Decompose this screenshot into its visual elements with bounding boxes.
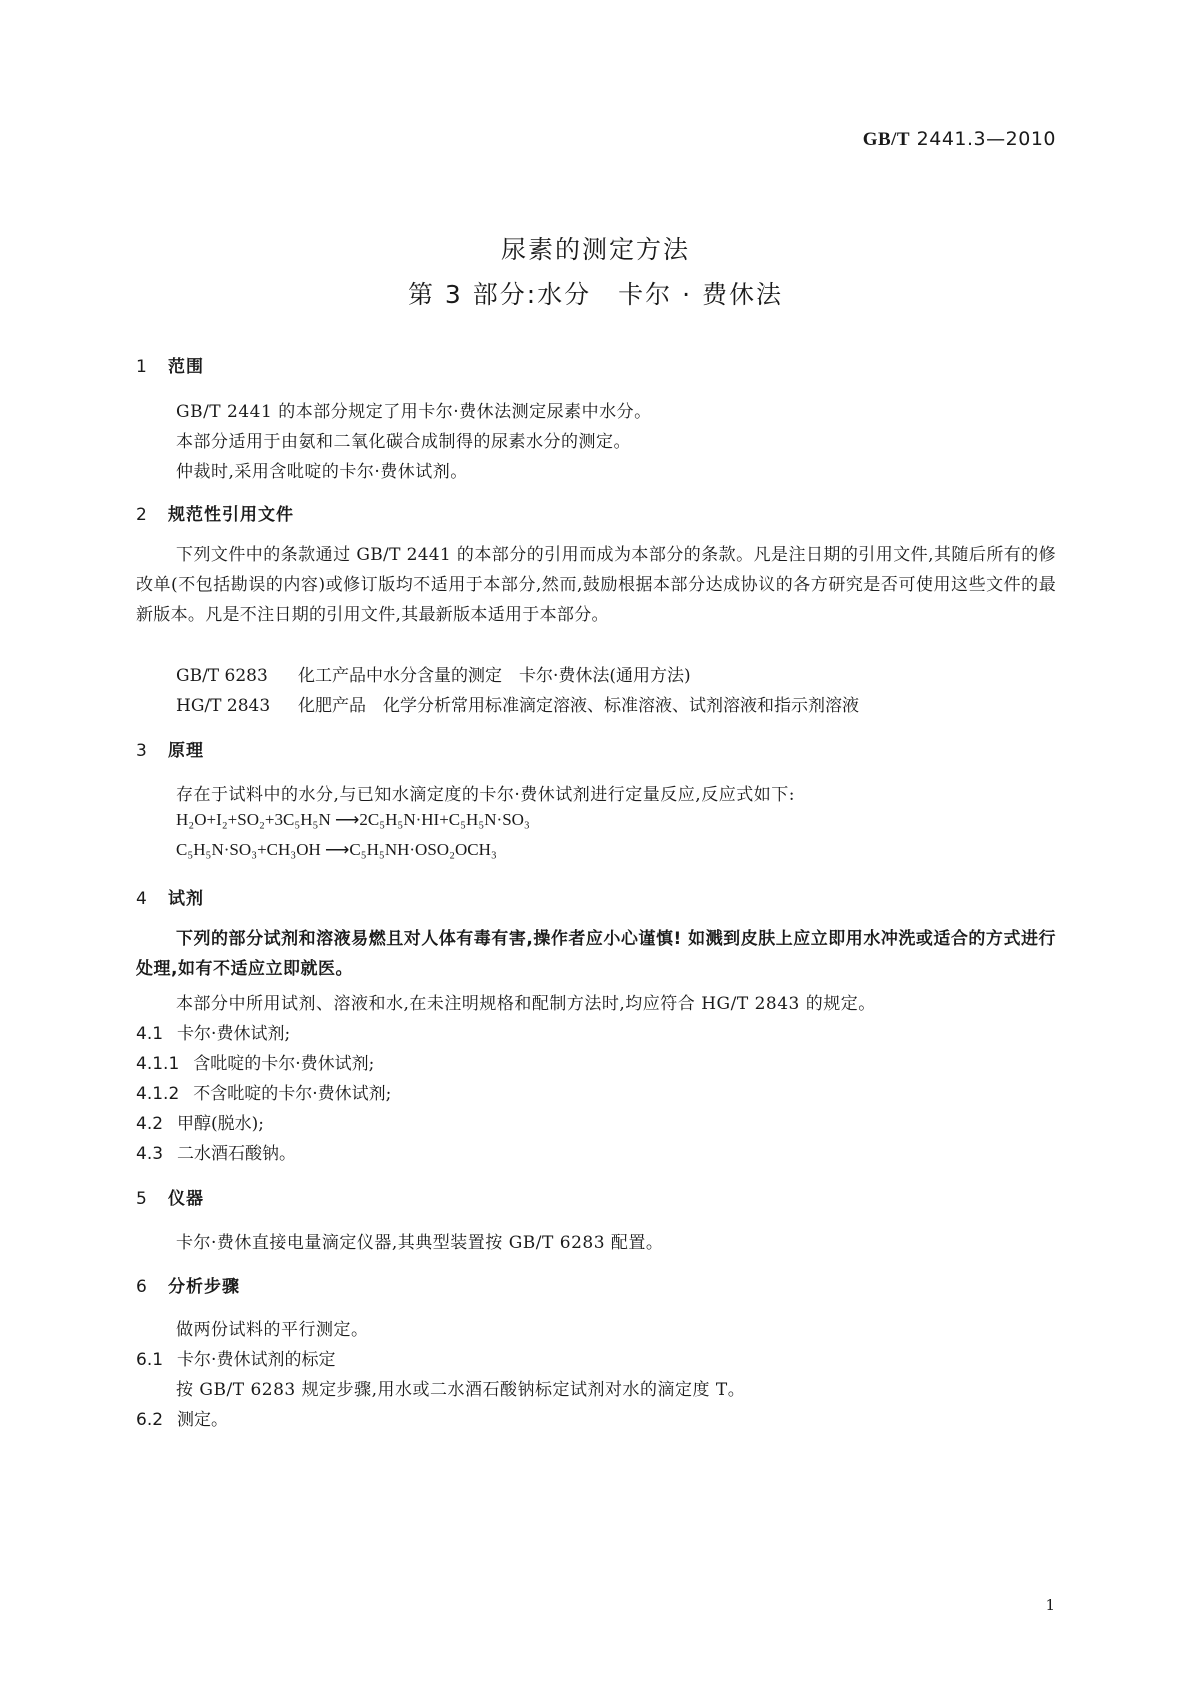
paragraph: 本部分适用于由氨和二氧化碳合成制得的尿素水分的测定。 (176, 432, 631, 452)
paragraph: 按 GB/T 6283 规定步骤,用水或二水酒石酸钠标定试剂对水的滴定度 T。 (176, 1380, 746, 1400)
list-item: 6.2 测定。 (136, 1410, 229, 1430)
list-item: 4.1 卡尔·费休试剂; (136, 1024, 291, 1044)
list-item: 4.1.2 不含吡啶的卡尔·费休试剂; (136, 1084, 392, 1104)
list-item: 6.1 卡尔·费休试剂的标定 (136, 1350, 336, 1370)
standard-number: 2441.3—2010 (916, 128, 1056, 150)
list-item: 4.2 甲醇(脱水); (136, 1114, 265, 1134)
equation-1: H₂O+I₂+SO₂+3C₅H₅N ⟶2C₅H₅N·HI+C₅H₅N·SO₃ (176, 810, 530, 829)
paragraph: 存在于试料中的水分,与已知水滴定度的卡尔·费休试剂进行定量反应,反应式如下: (176, 785, 795, 805)
section-heading-2: 2 规范性引用文件 (136, 505, 294, 525)
list-item: 4.3 二水酒石酸钠。 (136, 1144, 297, 1164)
standard-prefix: GB/T (862, 129, 911, 150)
paragraph: GB/T 2441 的本部分规定了用卡尔·费休法测定尿素中水分。 (176, 402, 652, 422)
paragraph: 仲裁时,采用含吡啶的卡尔·费休试剂。 (176, 462, 468, 482)
equation-2: C₅H₅N·SO₃+CH₃OH ⟶C₅H₅NH·OSO₂OCH₃ (176, 840, 497, 859)
page-number: 1 (1045, 1596, 1055, 1614)
standard-code (863, 128, 1056, 151)
list-item: 4.1.1 含吡啶的卡尔·费休试剂; (136, 1054, 375, 1074)
paragraph: 做两份试料的平行测定。 (176, 1320, 369, 1340)
section-heading-4: 4 试剂 (136, 889, 204, 909)
paragraph: 卡尔·费休直接电量滴定仪器,其典型装置按 GB/T 6283 配置。 (176, 1233, 664, 1253)
document-title: 尿素的测定方法 (500, 235, 690, 264)
safety-warning: 下列的部分试剂和溶液易燃且对人体有毒有害,操作者应小心谨慎! 如溅到皮肤上应立即用水冲洗或适合的方式进行处理,如有不适应立即就医。 (136, 929, 1056, 979)
reference-item: HG/T 2843 化肥产品 化学分析常用标准滴定溶液、标准溶液、试剂溶液和指示剂溶液 (176, 696, 859, 716)
reference-item: GB/T 6283 化工产品中水分含量的测定 卡尔·费休法(通用方法) (176, 666, 691, 686)
document-subtitle: 第 3 部分:水分 卡尔 · 费休法 (407, 280, 784, 309)
section-heading-6: 6 分析步骤 (136, 1277, 240, 1297)
paragraph: 下列文件中的条款通过 GB/T 2441 的本部分的引用而成为本部分的条款。凡是注日期的引用文件,其随后所有的修改单(不包括勘误的内容)或修订版均不适用于本部分,然而,鼓励根据本部分达成协议的各方研究是否可使用这些文件的最新版本。凡是不注日期的引用文件,其最新版本适用于本部分。 (136, 545, 1056, 625)
section-heading-1: 1 范围 (136, 357, 204, 377)
section-heading-3: 3 原理 (136, 741, 204, 761)
section-heading-5: 5 仪器 (136, 1189, 204, 1209)
paragraph: 本部分中所用试剂、溶液和水,在未注明规格和配制方法时,均应符合 HG/T 2843 的规定。 (176, 994, 876, 1014)
